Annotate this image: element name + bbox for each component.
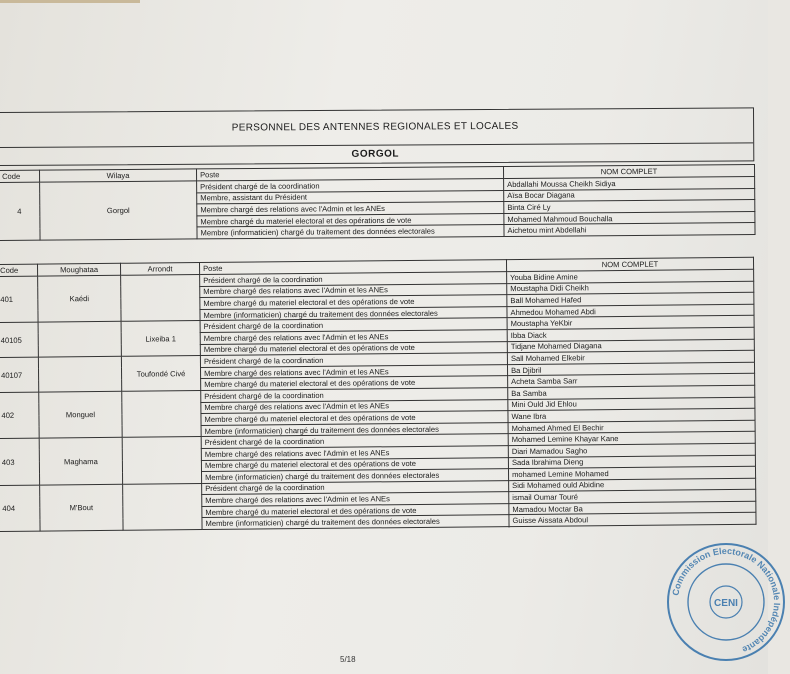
nom-cell: Abdallahi Moussa Cheikh Sidiya [504, 177, 755, 191]
poste-cell: Membre chargé des relations avec l'Admin et les ANEs [202, 492, 509, 507]
poste-cell: Président chargé de la coordination [201, 388, 508, 403]
nom-cell: Binta Ciré Ly [504, 200, 755, 214]
group-arrondt [123, 483, 202, 530]
nom-cell: Moustapha YeKbir [507, 316, 754, 330]
poste-cell: Membre chargé du materiel electoral et des opérations de vote [197, 213, 504, 227]
top-edge-mark [0, 0, 140, 3]
group-code: 402 [0, 392, 39, 439]
nom-cell: Mohamed Ahmed El Bechir [508, 420, 755, 434]
nom-cell: Acheta Samba Sarr [508, 374, 755, 388]
poste-cell: Membre chargé du materiel electoral et des opérations de vote [200, 295, 507, 310]
poste-cell: Membre chargé des relations avec l'Admin et les ANEs [200, 330, 507, 345]
poste-cell: Membre (informaticien) chargé du traitement des données electorales [197, 225, 504, 239]
nom-cell: Ball Mohamed Hafed [507, 292, 754, 306]
group-arrondt [121, 275, 200, 322]
group-moughataa [38, 322, 121, 358]
group-moughataa: M'Bout [40, 484, 123, 531]
poste-cell: Membre chargé des relations avec l'Admin et les ANEs [201, 445, 508, 460]
group-moughataa: Maghama [39, 438, 122, 485]
nom-cell: ismail Oumar Touré [509, 489, 756, 503]
poste-cell: Membre chargé des relations avec l'Admin et les ANEs [197, 202, 504, 216]
wilaya-code: 4 [0, 182, 40, 240]
nom-cell: Aichetou mint Abdellahi [504, 223, 755, 237]
group-code: 401 [0, 276, 38, 323]
group-code: 40105 [0, 322, 38, 357]
official-stamp [662, 538, 790, 666]
poste-cell: Membre chargé du materiel electoral et des opérations de vote [201, 457, 508, 472]
poste-cell: Président chargé de la coordination [201, 434, 508, 449]
moughataa-table [0, 257, 757, 532]
poste-cell: Membre (informaticien) chargé du traitement des données electorales [200, 306, 507, 321]
nom-cell: Diari Mamadou Sagho [508, 443, 755, 457]
nom-cell: Sidi Mohamed ould Abidine [509, 478, 756, 492]
nom-cell: Ahmedou Mohamed Abdi [507, 304, 754, 318]
nom-cell: mohamed Lemine Mohamed [508, 466, 755, 480]
header-code: Code [0, 264, 38, 276]
wilaya-name: Gorgol [40, 181, 197, 240]
nom-cell: Mohamed Lemine Khayar Kane [508, 432, 755, 446]
poste-cell: Président chargé de la coordination [200, 318, 507, 333]
poste-cell: Président chargé de la coordination [200, 272, 507, 287]
poste-cell: Membre (informaticien) chargé du traitement des données electorales [201, 422, 508, 437]
poste-cell: Membre chargé du materiel electoral et des opérations de vote [202, 503, 509, 518]
header-code: Code [0, 170, 40, 182]
group-code: 40107 [0, 357, 39, 392]
poste-cell: Président chargé de la coordination [197, 179, 504, 193]
group-arrondt: Lixeiba 1 [121, 321, 200, 357]
header-poste: Poste [199, 260, 506, 275]
poste-cell: Président chargé de la coordination [202, 480, 509, 495]
poste-cell: Membre (informaticien) chargé du traitement des données electorales [202, 515, 509, 530]
poste-cell: Membre chargé du materiel electoral et des opérations de vote [201, 411, 508, 426]
nom-cell: Mohamed Mahmoud Bouchalla [504, 211, 755, 225]
nom-cell: Mamadou Moctar Ba [509, 501, 756, 515]
poste-cell: Membre chargé des relations avec l'Admin et les ANEs [201, 364, 508, 379]
nom-cell: Ibba Diack [507, 327, 754, 341]
poste-cell: Membre (informaticien) chargé du traitement des données electorales [202, 469, 509, 484]
group-moughataa [38, 356, 121, 392]
nom-cell: Mini Ould Jid Ehlou [508, 397, 755, 411]
group-code: 404 [0, 485, 40, 532]
moughataa-table-body [0, 269, 756, 531]
poste-cell: Membre chargé des relations avec l'Admin et les ANEs [200, 283, 507, 298]
header-moughataa: Moughataa [38, 263, 121, 276]
nom-cell: Guisse Aissata Abdoul [509, 513, 756, 527]
poste-cell: Membre chargé du materiel electoral et des opérations de vote [201, 376, 508, 391]
wilaya-table [0, 164, 756, 241]
header-poste: Poste [196, 167, 503, 181]
poste-cell: Membre chargé des relations avec l'Admin et les ANEs [201, 399, 508, 414]
nom-cell: Moustapha Didi Cheikh [507, 281, 754, 295]
header-nom: NOM COMPLET [506, 257, 753, 271]
stamp-text: Commission Electorale Nationale Indépendante [670, 545, 783, 655]
nom-cell: Tidjane Mohamed Diagana [507, 339, 754, 353]
header-wilaya: Wilaya [40, 169, 197, 182]
nom-cell: Sall Mohamed Elkebir [507, 350, 754, 364]
group-moughataa: Monguel [39, 391, 122, 438]
page-number: 5/18 [340, 655, 356, 664]
stamp-center: CENI [714, 598, 738, 609]
nom-cell: Aïsa Bocar Diagana [504, 188, 755, 202]
poste-cell: Membre chargé du materiel electoral et des opérations de vote [200, 341, 507, 356]
group-moughataa: Kaédi [38, 275, 121, 322]
title-box [0, 107, 754, 166]
nom-cell: Ba Samba [508, 385, 755, 399]
poste-cell: Président chargé de la coordination [200, 353, 507, 368]
group-arrondt [122, 390, 201, 437]
group-arrondt [122, 437, 201, 484]
document-title: PERSONNEL DES ANTENNES REGIONALES ET LOCALES [231, 120, 519, 134]
nom-cell: Youba Bidine Amine [507, 269, 754, 283]
nom-cell: Sada Ibrahima Dieng [508, 455, 755, 469]
poste-cell: Membre, assistant du Président [197, 190, 504, 204]
region-title: GORGOL [351, 148, 400, 160]
header-arrondt: Arrondt [120, 263, 199, 276]
nom-cell: Ba Djibril [507, 362, 754, 376]
nom-cell: Wane Ibra [508, 408, 755, 422]
header-nom: NOM COMPLET [503, 165, 754, 179]
group-arrondt: Toufondé Civé [121, 356, 200, 392]
group-code: 403 [0, 438, 40, 485]
